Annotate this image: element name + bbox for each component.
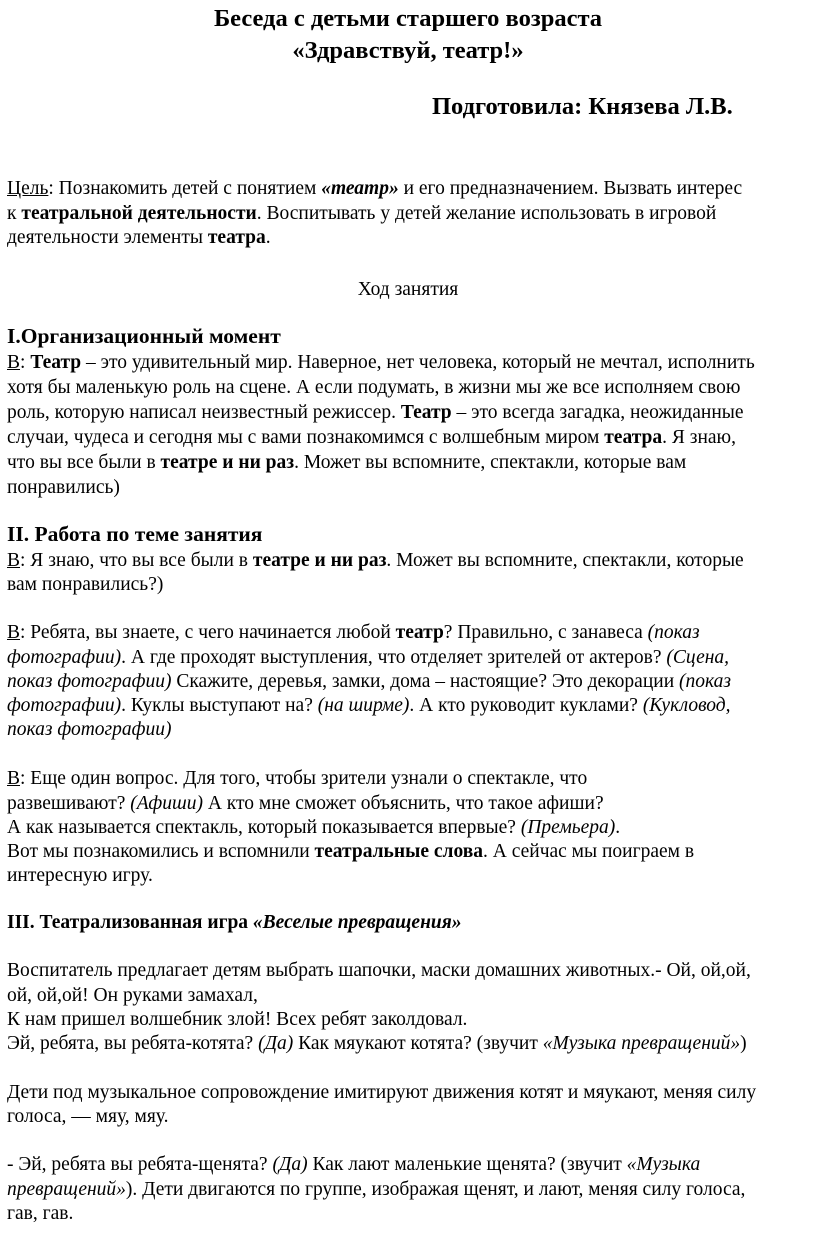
stage-note: фотографии) [7, 647, 122, 668]
course-heading: Ход занятия [357, 279, 459, 300]
text: . Может вы вспомните, спектакли, которые вам [294, 452, 687, 473]
text: : [20, 352, 31, 373]
game-title: «Веселые превращения» [252, 912, 462, 933]
text: ). Дети двигаются по группе, изображая щенят, и лают, меняя силу голоса, [125, 1179, 746, 1200]
term: театра [207, 227, 266, 248]
s2-p3-line-1 [7, 767, 587, 791]
music-title: превращений» [7, 1179, 126, 1200]
stage-note: (Афиши) [130, 793, 203, 814]
text: Как мяукают котята? (звучит [293, 1033, 543, 1054]
text: А кто мне сможет объяснить, что такое афиши? [202, 793, 604, 814]
title-line-2: «Здравствуй, театр!» [292, 37, 524, 64]
text: . Я знаю, [662, 427, 736, 448]
goal-line-2 [7, 202, 716, 226]
title-line-1: Беседа с детьми старшего возраста [213, 5, 603, 32]
text: Как лают маленькие щенята? (звучит [307, 1154, 627, 1175]
stage-note: показ фотографии) [7, 671, 172, 692]
s2-p1-line-1 [7, 549, 744, 573]
text: – это удивительный мир. Наверное, нет человека, который не мечтал, исполнить [81, 352, 755, 373]
speaker-label: В [7, 550, 21, 571]
text: и его предназначением. Вызвать интерес [398, 178, 743, 199]
speaker-label: В [7, 352, 21, 373]
stage-note: (Премьера) [520, 817, 616, 838]
text: роль, которую написал неизвестный режиссер. [7, 402, 401, 423]
s2-p2-line-2 [7, 646, 729, 670]
s2-p3-line-2 [7, 792, 604, 816]
s2-p1-line-2: вам понравились?) [7, 574, 164, 595]
goal-line-1 [7, 177, 742, 201]
stage-note: (показ [647, 622, 700, 643]
stage-note: (Сцена, [666, 647, 730, 668]
text: . Может вы вспомните, спектакли, которые [386, 550, 744, 571]
term: Театр [30, 352, 82, 373]
text: А как называется спектакль, который показывается впервые? [7, 817, 521, 838]
s2-p3-line-3 [7, 816, 620, 840]
text: . [615, 817, 621, 838]
s3-p3-line-3: гав, гав. [7, 1203, 74, 1224]
text: к [7, 203, 22, 224]
text: – это всегда загадка, неожиданные [451, 402, 744, 423]
stage-note: (Да) [272, 1154, 308, 1175]
text: случаи, чудеса и сегодня мы с вами познакомимся с волшебным миром [7, 427, 605, 448]
text: . Куклы выступают на? [121, 695, 318, 716]
stage-note: фотографии) [7, 695, 122, 716]
s1-line-3 [7, 401, 744, 425]
s2-p3-line-4 [7, 840, 694, 864]
speaker-label: В [7, 768, 21, 789]
term: театра [604, 427, 663, 448]
section-3-heading [7, 911, 462, 935]
text: : Познакомить детей с понятием [48, 178, 322, 199]
s3-p1-line-3: К нам пришел волшебник злой! Всех ребят заколдовал. [7, 1009, 468, 1030]
term: театре и ни раз [252, 550, 387, 571]
stage-note: (на ширме) [317, 695, 410, 716]
s3-p3-line-2 [7, 1178, 745, 1202]
stage-note: (показ [679, 671, 732, 692]
music-title: «Музыка превращений» [542, 1033, 741, 1054]
text: III. Театрализованная игра [7, 912, 253, 933]
s1-line-6: понравились) [7, 477, 120, 498]
s1-line-1 [7, 351, 755, 375]
term: театре и ни раз [160, 452, 295, 473]
s1-line-2: хотя бы маленькую роль на сцене. А если подумать, в жизни мы же все исполняем свою [7, 377, 741, 398]
s1-line-5 [7, 451, 686, 475]
term: театр [395, 622, 444, 643]
text: что вы все были в [7, 452, 161, 473]
text: Эй, ребята, вы ребята-котята? [7, 1033, 259, 1054]
text: : Ребята, вы знаете, с чего начинается любой [20, 622, 396, 643]
text: . А кто руководит куклами? [409, 695, 643, 716]
s3-p1-line-4 [7, 1032, 747, 1056]
stage-note: (Кукловод, [642, 695, 731, 716]
term: театральные слова [314, 841, 483, 862]
text: . А где проходят выступления, что отделяет зрителей от актеров? [121, 647, 667, 668]
s3-p1-line-2: ой, ой,ой! Он руками замахал, [7, 985, 258, 1006]
text: . Воспитывать у детей желание использовать в игровой [256, 203, 717, 224]
term-theatre: «театр» [321, 178, 399, 199]
text: ) [740, 1033, 747, 1054]
s2-p2-line-4 [7, 694, 731, 718]
section-1-heading: I.Организационный момент [7, 324, 281, 348]
s2-p2-line-1 [7, 621, 700, 645]
s3-p3-line-1 [7, 1153, 700, 1177]
s2-p2-line-5 [7, 718, 171, 742]
s3-p2-line-1: Дети под музыкальное сопровождение имитируют движения котят и мяукают, меняя силу [7, 1082, 757, 1103]
author-line: Подготовила: Князева Л.В. [432, 93, 733, 120]
stage-note: показ фотографии) [7, 719, 172, 740]
text: ? Правильно, с занавеса [443, 622, 648, 643]
goal-label: Цель [7, 178, 49, 199]
term: Театр [400, 402, 452, 423]
s1-line-4 [7, 426, 736, 450]
text: Вот мы познакомились и вспомнили [7, 841, 315, 862]
s2-p2-line-3 [7, 670, 731, 694]
s2-p3-line-5: интересную игру. [7, 865, 153, 886]
speaker-label: В [7, 622, 21, 643]
section-2-heading: II. Работа по теме занятия [7, 522, 263, 546]
s3-p2-line-2: голоса, — мяу, мяу. [7, 1106, 169, 1127]
goal-line-3 [7, 226, 271, 250]
stage-note: (Да) [258, 1033, 294, 1054]
text: развешивают? [7, 793, 131, 814]
text: - Эй, ребята вы ребята-щенята? [7, 1154, 273, 1175]
text: : Я знаю, что вы все были в [20, 550, 253, 571]
text: : Еще один вопрос. Для того, чтобы зрители узнали о спектакле, что [20, 768, 588, 789]
music-title: «Музыка [626, 1154, 701, 1175]
term: театральной деятельности [21, 203, 257, 224]
text: . [265, 227, 271, 248]
text: деятельности элементы [7, 227, 208, 248]
s3-p1-line-1: Воспитатель предлагает детям выбрать шапочки, маски домашних животных.- Ой, ой,ой, [7, 960, 751, 981]
text: Скажите, деревья, замки, дома – настоящие? Это декорации [171, 671, 680, 692]
text: . А сейчас мы поиграем в [483, 841, 695, 862]
